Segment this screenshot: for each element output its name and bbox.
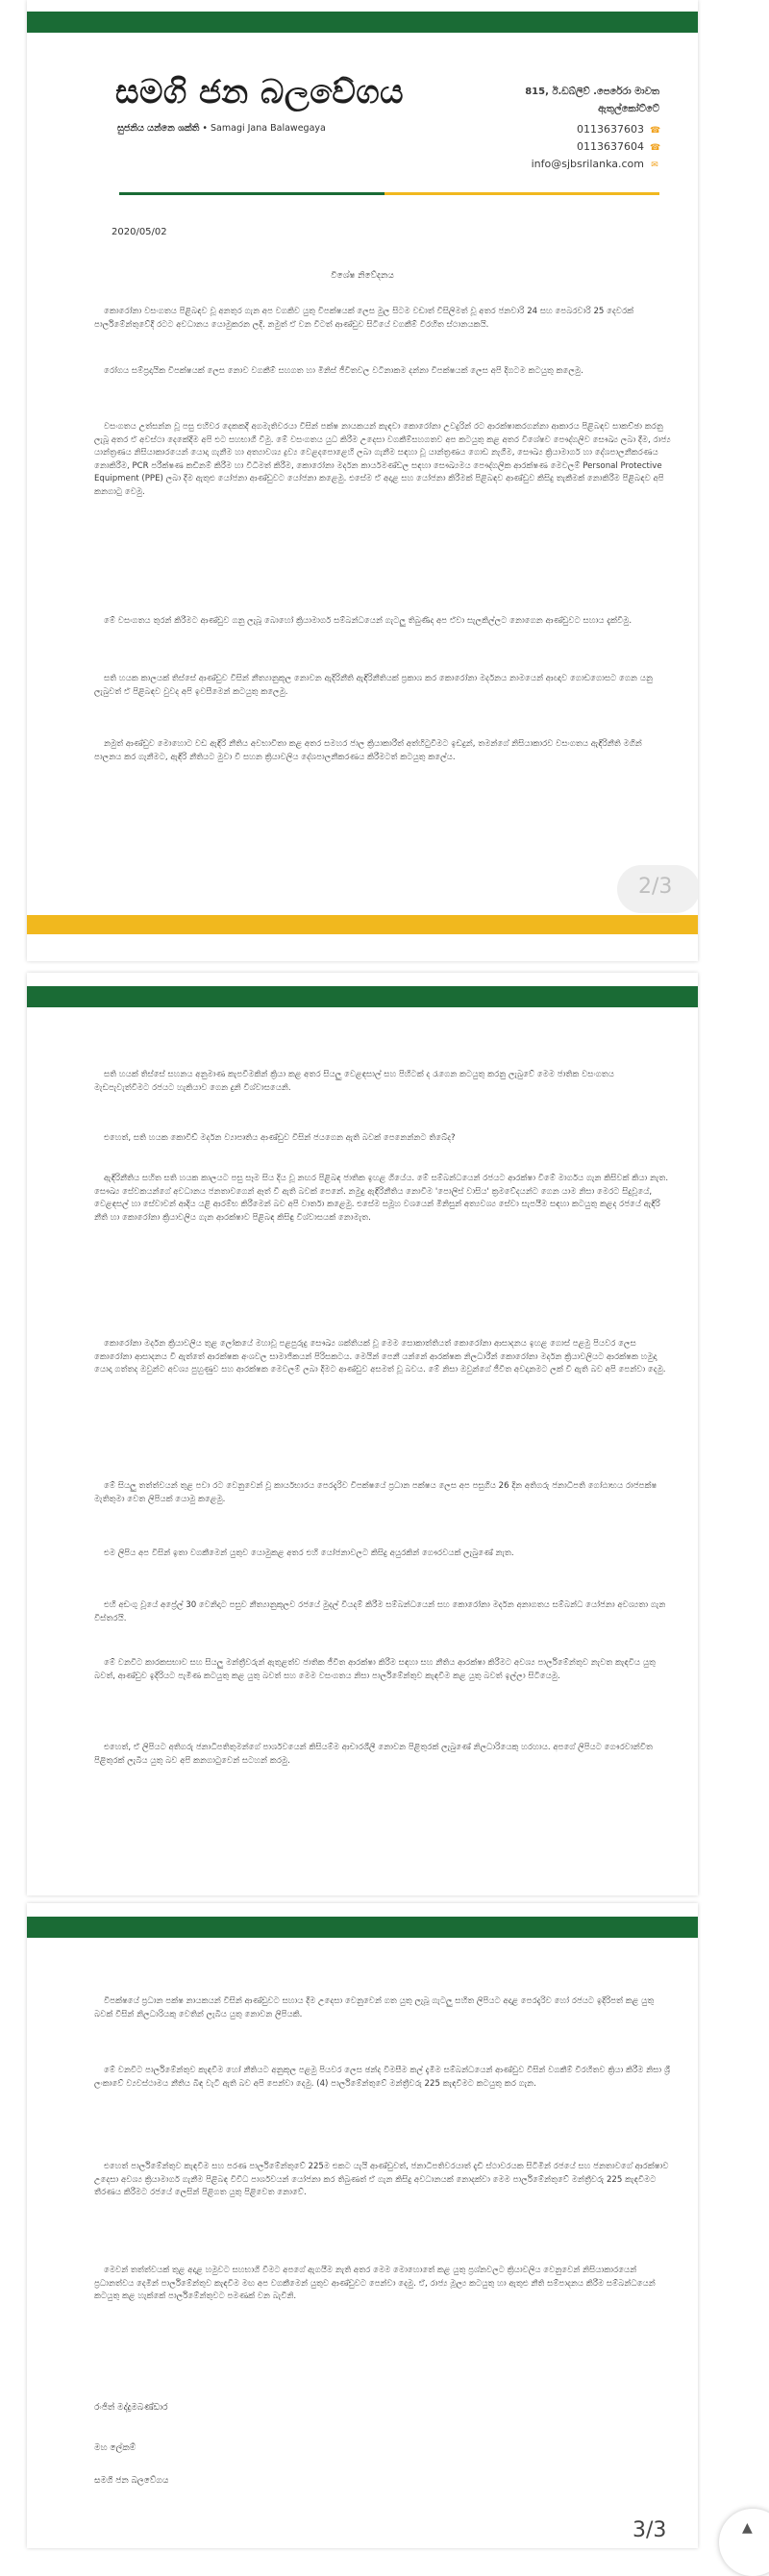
header-green-band [27, 1917, 698, 1938]
document-page-3 [27, 973, 698, 1895]
document-page-4 [27, 1903, 698, 2548]
separator-green [119, 192, 384, 195]
paragraph-5: සති හයක කාලයක් තිස්සේ ආණ්ඩුව විසින් නීත්‍යානුකූල නොවන ඇදිරිනීති ඇඳිරිනීතියක් ප්‍රකාශ කර කොරෝනා මර්දනය නාමයෙන් ආඥාව ගොඩගොසට ගෙන යනු ලැබුවත් ඒ පිළිබඳව වුවද අපි ඉවසීමෙන් කටයුතු කලෙමු. [94, 674, 653, 697]
header-green-band [27, 12, 698, 33]
paragraph-2: මේ වනවිට පාර්ලිමේන්තුව කැඳවීම හෝ නීතියට අනුකූල පළමු පියවර ලෙස ඡන්ද විමසීම කල් දැමීම සම්බන්ධයෙන් ආණ්ඩුව විසින් වගකීම් විරහිතව ක්‍රියා කිරීම නිසා ශ්‍රී ලංකාවේ ව්‍යවස්ථාමය නීතිය බිඳ වැටී ඇති බව අපි පෙන්වා දෙමු. (4) පාර්ලිමේන්තුවේ මන්ත්‍රීවරු 225 කැඳවීමට කටයුතු කර ගැන. [94, 2066, 670, 2089]
mail-icon: ✉ [651, 161, 658, 170]
document-page-2 [27, 0, 698, 961]
paragraph-1: සති හයක් තිස්සේ සහනය අනුමාණ කැපවීමකින් ක්‍රියා කළ අතර සියලු වෙළඳසාල් සහ පිහිටක් ද රැගෙන කටයුතු කරනු ලැබුවේ මෙම ජාතික වසංගතය මැඩපැවැත්වීමට රජයට හැකියාව ගෙන දුනි විශ්වාසයෙනි. [94, 1070, 614, 1093]
paragraph-4: මේ වසංගතය තුරන් කිරීමට ආණ්ඩුව ගනු ලැබූ බොහෝ ක්‍රියාමාර්ග සම්බන්ධයෙන් ගැටලු තිබුණිද අප ඒවා සැලකිල්ලට නොගෙන ආණ්ඩුවට සහාය දැක්වීමු. [104, 616, 633, 626]
paragraph-2: රෝගය සම්ප්‍රදායික විපක්ෂයක් ලෙස නොව වගකීම් සහගත හා මිනිස් ජීවිතවල වටිනාකම දන්නා විපක්ෂයක් ලෙස අපි දිගටම කටයුතු කලෙමු. [104, 366, 583, 376]
phone-1-text: 0113637603 [577, 123, 644, 136]
paragraph-9: එහෙත්, ඒ ලිපියට අතිගරු ජනාධිපතිතුමන්ගේ පාර්ශවයෙන් කිසියම්ම ආචාරශීලී නොවන පිළිතුරක් ලැබුණේ නිලධාරියෙකු හරහාය. අපගේ ලිපියට ගෞරවාන්විත පිළිතුරක් ලැබිය යුතු බව අපි කනගාටුවෙන් සටහන් කරමු. [94, 1743, 653, 1766]
phone-2 [577, 140, 659, 153]
page-number: 3/3 [633, 2518, 667, 2542]
page-number: 2/3 [638, 875, 673, 899]
signature-name: රංජිත් මද්දුමබණ්ඩාර [94, 2403, 168, 2413]
paragraph-4: මෙවන් තත්ත්වයක් තුළ අදාළ හමුවට සහභාගි වීමට අපගේ ඇගයීම නැති අතර මෙම මොහොතේ කළ යුතු ප්‍රශ්නවලට ක්‍රියාවලිය වෙනුවෙන් නිසියාකාරයෙන් ප්‍රධානත්වය දෙමින් පාර්ලිමේන්තුව කැඳවීම මඟ අප වගකීමෙන් යුතුව ආණ්ඩුවට පෙන්වා දෙමු. ඒ, රාජ්‍ය මූල්‍ය කටයුතු හා ඇතුළු නීති සම්පාදනය කිරීම සම්බන්ධයෙන් කටයුතු කළ හැක්කේ පාර්ලිමේන්තුවට පමණක් වන බැවිනි. [94, 2266, 656, 2301]
paragraph-5: මේ සියලු තත්ත්වයන් තුළ පවා රට වෙනුවෙන් වූ කාර්යභාරය පෙරදැරිව විපක්ෂයේ ප්‍රධාන පක්ෂය ලෙස අප පසුගිය 26 දින අතිගරු ජනාධිපති ගෝඨාභය රාජපක්ෂ මැතිතුමා වෙත ලිපියක් යොමු කළෙමු. [94, 1481, 657, 1504]
party-tagline [117, 123, 326, 134]
paragraph-7: එහි අඩංගු වූයේ අප්‍රේල් 30 වෙනිදාට පසුව නීත්‍යානුකූලව රජයේ මුදල් වියදම් කිරීම සම්බන්ධයෙන් සහ කොරෝනා මර්දන අනාගතය සම්බන්ධ යෝජනා අවශ්‍යතා ගැන විස්තරයි. [94, 1600, 666, 1623]
paragraph-6: නමුත් ආණ්ඩුව මොහොට වඩ ඇඳිරි නීතිය අවභාවිතා කළ අතර සමහර ජාල ක්‍රියාකාරීත් අත්හිටුවීමට ඉඩදුන්, තමන්ගේ නිසියාකාරව වසංගතය ඇඳිරිනීති මගින් පාලනය කර ගැනීමට, ඇඳිරි නීතියට මුවා වී සහන ක්‍රියාවලිය දේශපාලනීකරණය කිරීමටත් කටයුතු කලේය. [94, 739, 642, 762]
phone-icon: ☎ [650, 143, 661, 153]
separator-yellow [384, 192, 659, 195]
paragraph-3: ඇඳිරිනීතිය සහිත සති හයක කාලයට පසු සෑම සිය දිය වූ නඟර පිළිබඳ ජාතික ඉහළ ගියේය. මේ සම්බන්ධයෙන් රජයට ආරක්ෂා වීමේ මාර්ගය ගැන කිසිවක් කියා නැත. සෞඛ්‍ය සේවකයන්ගේ අවධානය ජනතාවගෙන් ඈත් වී ඇති බවක් පෙනේ. නමුදු ඇඳිරිනීතිය නොවීම 'පොලිස් වාසිය' ක්‍රමවේදයන්ට ගෙන යාම නිසා මෙරට සිදුවූයේ, වෙළඳසල් හා සේවාවන් ආදිය යළි ආරම්භ කිරීමෙන් බව අපි වාර්තා කළෙමු. එසේම සමූහ වශයෙන් මිනිසුන් අත්‍යවශ්‍ය සේවා සැපයීම සඳහා කටයුතු කළද රජයේ ඇඳිරි නීති හා කොරෝනා ක්‍රියාවලිය ගැන ආරක්ෂාව පිළිබඳ කිසිඳු විශ්වාසයක් නොමැත. [94, 1174, 669, 1223]
party-tagline-bold: සුජනිය යන්නෙ ශක්ති [117, 123, 200, 134]
scroll-to-top-button[interactable] [719, 2509, 769, 2576]
footer-yellow-band [27, 915, 698, 934]
letter-subject: විශේෂ නිවේදනය [331, 271, 394, 281]
paragraph-4: කොරෝනා මර්දන ක්‍රියාවලිය තුළ ලෝකයේ මහාවූ පළපුරුදු සෞඛ්‍ය ශක්තියක් වූ මෙම සොකාත්තියත් කොරෝනා ආසාදනය ඉහළ ගොස් පළමු පියවර ලෙස කොරෝනා ආසාදනය වී ඇත්තේ ආරක්ෂක අංශවල සාමාජිකයන් පිරිසකටය. මෙයින් පෙනී යන්නේ ආරක්ෂක නිලධාරීන් කොරෝනා මර්දන ක්‍රියාවලියට ආරක්ෂක හමුදා යොදා ගත්තද ඔවුන්ට අවශ්‍ය පුහුණුව සහ ආරක්ෂක මෙවලම් ලබා දීමට ආණ්ඩුව අසමත් වූ බවය. මේ නිසා ඔවුන්ගේ ජීවිත අවදානමට ලක් වී ඇති බව අපි පෙන්වා දෙමු. [94, 1339, 666, 1375]
signature-title: මහ ලේකම් [94, 2443, 136, 2453]
signature-org: සමගි ජන බලවේගය [94, 2476, 169, 2486]
letter-date: 2020/05/02 [112, 227, 167, 237]
paragraph-8: මේ වනවිට කාරකසභාව සහ සියලු මන්ත්‍රීවරුන් ඇතුළත්ව ජාතික ජීවිත ආරක්ෂා කිරීම සඳහා සහ නීතිය ආරක්ෂා කිරීමට අවශ්‍ය පාර්ලිමේන්තුව නැවත කැඳවිය යුතු බවත්, ආණ්ඩුව ඉදිරියට පැමිණ කටයුතු කළ යුතු බවත් සහ මෙම වසංගතය නිසා පාර්ලිමේන්තුව කැඳවීම කළ යුතු බවත් ඉල්ලා සිටියෙමු. [94, 1658, 657, 1681]
chevron-up-icon: ▲ [742, 2520, 753, 2536]
party-logo-text: සමගි ජන බලවේගය [115, 73, 405, 111]
paragraph-3: වසංගතය උත්සන්න වූ පසු එහිවර දෙකකදී අගමැතිවරයා විසින් පක්ෂ නායකයන් කැඳවා කොරෝනා උවදුරින් රට ආරක්ෂාකරගන්නා ආකාරය පිළිබඳව සාකච්ඡා කරනු ලැබූ අතර ඒ අවස්ථා දෙකේදීම අපි එට සහභාගී වීමු. මේ වසංගතය යුධ කිරීම උදෙසා වගකීම්සහගතව අප කටයුතු කළ අතර විශේෂව පෞද්ගලිව සෞඛ්‍ය ලබා දීම, රාජ්‍ය යාන්ත්‍රණය නිසියාකාරයෙන් යොදා ගැනීම හා අත්‍යාවශ්‍ය ද්‍රව්‍ය වෙළදපොළෙහි ලබා ගැනීම සඳහා වූ යාන්ත්‍රණය ගොඩ නැගීම, සෞඛ්‍ය ක්‍රියාමාර්ග හා දේශපාලනීකරණය නොකිරීම, PCR පරීක්ෂණ කඩිනම් කිරීම හා විධිමත් කිරීම, කොරෝනා මර්දන කාර්යමණ්ඩල සඳහා සෞඛ්‍යමය පෞද්ගලික ආරක්ෂණ මෙවලම් Personal Protective Equipment (PPE) ලබා දීම ඇතුළු යෝජනා ආණ්ඩුවට යෝජනා කළෙමු. එසේම ඒ අදාළ සහ යෝජනා කිරීමක් පිළිබඳව ආණ්ඩුව කිසිදු තැකීමක් නොකිරීම පිළිබඳව අපි කනගාටු වෙමු. [94, 422, 671, 497]
paragraph-2: එහෙත්, සති හයක කොවිඩ් මර්දන ව්‍යාපෘතිය ආණ්ඩුව විසින් ජයගෙන ඇති බවක් පෙනෙන්නට තිබේද? [104, 1133, 456, 1143]
header-green-band [27, 986, 698, 1007]
phone-icon: ☎ [650, 126, 661, 136]
paragraph-1: විපක්ෂයේ ප්‍රධාන පක්ෂ නායකයන් විසින් ආණ්ඩුවට සහාය දීම උදෙසා වෙනුවෙන් ගත යුතු ලැබූ ගැටලු සහිත ලිපියට අදාළ පෙරදැරිව හෝ රජයට ඉදිරිපත් කළ යුතු බවක් විසින් නිලධාරියකු වෙතින් ලැබිය යුතු නොවන ලිපියකි. [94, 1996, 655, 2019]
address-line-1: 815, ඊ.ඩබ්ලිව් .පෙරේරා මාවත [525, 87, 659, 97]
email-text: info@sjbsrilanka.com [531, 158, 644, 170]
paragraph-1: කොරෝනා වසංගතය පිළිබඳව වූ අනතුර ගැන අප වගකිව යුතු විපක්ෂයක් ලෙස මුල සිටම වඩාත් විසිලිමත් වූ අතර ජනවාරි 24 සහ පෙබරවාරි 25 දෙවරක් පාර්ලිමේන්තුවේදී රටට අවධානය යොමුකරන ලදි. නමුත් ඒ වන විටත් ආණ්ඩුව සිටියේ වගකීම් විරහිත ස්ථානයකයි. [94, 307, 634, 330]
phone-2-text: 0113637604 [577, 140, 644, 153]
address-line-2: ඇතුල්කෝට්ටේ [598, 104, 659, 114]
paragraph-6: එම ලිපිය අප විසින් ඉතා වගකීමෙන් යුතුව යොමුකළ අතර එහි යෝජනාවලට කිසිදු අයුරකින් ගෞරවයක් ලැබුණේ නැත. [104, 1548, 514, 1558]
phone-1 [577, 123, 659, 136]
paragraph-3: එහෙත් පාර්ලිමේන්තුව කැඳවීම සහ පරණ පාර්ලිමේන්තුවේ 225ම එකට යැයි ආණ්ඩුවත්, ජනාධිපතිවරයාත් දැඩි ස්ථාවරයක සිටිමින් රජයේ සහ ජනතාවගේ ආරක්ෂාව උදෙසා අවශ්‍ය ක්‍රියාමාර්ග ගැනීම පිළිබඳ විවිධ පාර්ශවයන් යෝජනා කර තිබුණත් ඒ ගැන කිසිදු අවධානයක් නොදක්වා මෙම පාර්ලිමේන්තුවේ මන්ත්‍රීවරු 225 කැඳවීමට තීරණය කිරීමට රජයේ ලෙසින් පිළිගත යුතු පිළිවෙත නොවේ. [94, 2162, 669, 2197]
email [532, 158, 659, 170]
party-tagline-rest: • Samagi Jana Balawegaya [199, 123, 326, 134]
